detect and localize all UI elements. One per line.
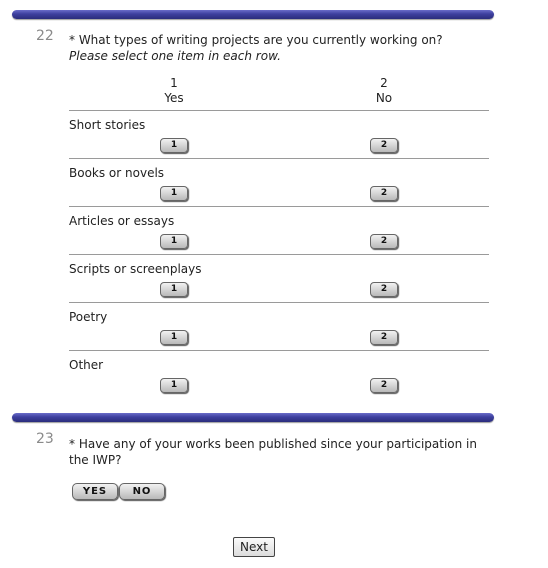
yes-button[interactable]: YES (72, 483, 118, 500)
column-header-no (354, 76, 414, 106)
column-label: Yes (164, 91, 184, 105)
question-instruction: Please select one item in each row. (69, 49, 281, 63)
row-divider (69, 350, 489, 351)
row-label-other: Other (69, 358, 104, 372)
row-label-poetry: Poetry (69, 310, 108, 324)
question-text (69, 32, 489, 64)
row-short-stories-option-1-button[interactable]: 1 (160, 138, 188, 153)
row-divider (69, 302, 489, 303)
column-label: No (375, 91, 393, 105)
row-books-option-1-button[interactable]: 1 (160, 186, 188, 201)
row-label-books-or-novels: Books or novels (69, 166, 165, 180)
row-books-option-2-button[interactable]: 2 (370, 186, 398, 201)
question-number: 22 (36, 28, 54, 44)
no-button[interactable]: NO (119, 483, 165, 500)
row-divider (69, 254, 489, 255)
column-header-yes (144, 76, 204, 106)
row-articles-option-2-button[interactable]: 2 (370, 234, 398, 249)
section-divider-bar (12, 10, 494, 19)
row-label-scripts-or-screenplays: Scripts or screenplays (69, 262, 202, 276)
row-poetry-option-2-button[interactable]: 2 (370, 330, 398, 345)
row-articles-option-1-button[interactable]: 1 (160, 234, 188, 249)
row-other-option-2-button[interactable]: 2 (370, 378, 398, 393)
row-divider (69, 158, 489, 159)
column-number: 1 (170, 76, 178, 90)
row-label-articles-or-essays: Articles or essays (69, 214, 175, 228)
row-scripts-option-2-button[interactable]: 2 (370, 282, 398, 297)
row-poetry-option-1-button[interactable]: 1 (160, 330, 188, 345)
row-scripts-option-1-button[interactable]: 1 (160, 282, 188, 297)
question-number: 23 (36, 431, 54, 447)
row-label-short-stories: Short stories (69, 118, 146, 132)
section-divider-bar (12, 413, 494, 422)
row-divider (69, 110, 489, 111)
question-text: * Have any of your works been published since your participation in the IWP? (69, 437, 477, 467)
column-number: 2 (380, 76, 388, 90)
row-other-option-1-button[interactable]: 1 (160, 378, 188, 393)
question-prompt: * What types of writing projects are you currently working on? (69, 33, 443, 47)
next-button[interactable]: Next (233, 537, 275, 557)
row-divider (69, 206, 489, 207)
row-short-stories-option-2-button[interactable]: 2 (370, 138, 398, 153)
